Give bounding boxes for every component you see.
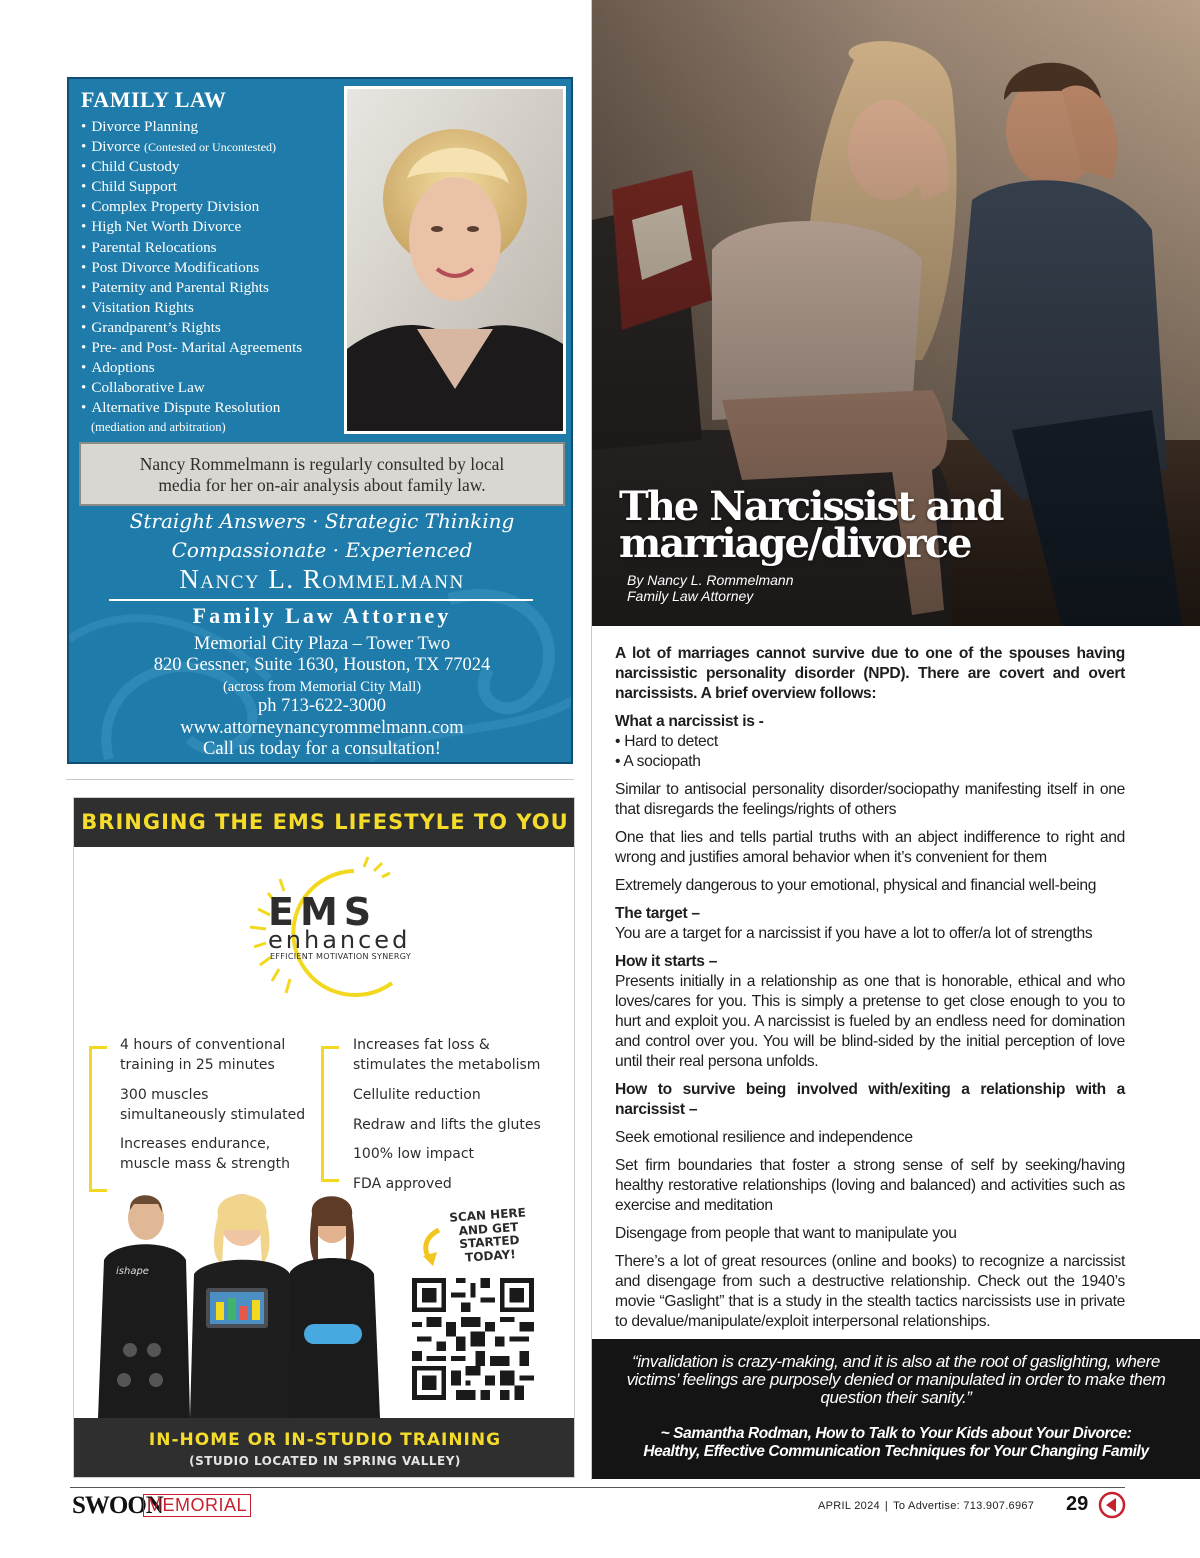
website-link[interactable]: www.attorneynancyrommelmann.com (180, 718, 464, 738)
footer-info (818, 1500, 1034, 1512)
service-item: • Grandparent’s Rights (81, 318, 302, 338)
advertise-info: To Advertise: 713.907.6967 (893, 1500, 1035, 1512)
portrait-image (347, 89, 563, 431)
service-item: • Divorce Planning (81, 117, 302, 137)
article-paragraph: Disengage from people that want to manipulate you (615, 1225, 957, 1242)
family-law-ad (67, 77, 573, 764)
call-to-action: Call us today for a consultation! (203, 739, 441, 759)
services-list (81, 117, 302, 436)
article-paragraph: Similar to antisocial personality disorder/sociopathy manifesting itself in one that disregards the feelings/rights of others (615, 781, 1125, 818)
service-item: • Paternity and Parental Rights (81, 278, 302, 298)
article-paragraph: There’s a lot of great resources (online and books) to recognize a narcissist and disengage from such a destructive relationship. Check out the 1940’s movie “Gaslight” that is a study in the stealth tactics narcissists use in private to devalue/manipulate/exploit interpersonal relationships. (615, 1253, 1125, 1330)
ems-ad (73, 797, 575, 1478)
article-byline: By Nancy L. Rommelmann Family Law Attorney (627, 572, 794, 604)
article-paragraph: One that lies and tells partial truths with an abject indifference to right and wrong and justifies amoral behavior when it’s convenient for them (615, 829, 1125, 866)
ems-footer-headline: IN-HOME OR IN-STUDIO TRAINING (148, 1430, 502, 1450)
article-paragraph: Seek emotional resilience and independence (615, 1129, 913, 1146)
office-name: Memorial City Plaza – Tower Two (193, 634, 451, 654)
bullet-item: • Hard to detect (615, 733, 718, 750)
pull-quote (592, 1339, 1200, 1479)
media-note-line: Nancy Rommelmann is regularly consulted by local (139, 454, 505, 474)
ad-divider (66, 779, 574, 780)
edition-badge: MEMORIAL (143, 1494, 251, 1517)
attorney-role: Family Law Attorney (192, 603, 452, 628)
benefit-item: Increases fat loss & stimulates the metabolism (353, 1037, 541, 1073)
issue-date: APRIL 2024 (818, 1500, 880, 1512)
footer-divider (70, 1487, 1125, 1488)
phone-number[interactable]: ph 713-622-3000 (258, 696, 386, 716)
page-arrow-icon[interactable] (1098, 1491, 1126, 1519)
tagline: Straight Answers · Strategic Thinking (129, 509, 515, 533)
ems-logo-text: EMS (268, 890, 378, 934)
curved-arrow-icon (419, 1228, 449, 1268)
article-paragraph: Presents initially in a relationship as one that is honorable, ethical and who loves/cares for you. This is simply a pretense to get close enough to you to hurt and exploit you. A narcissist is fueled by an endless need for domination and control over you. You will be blind-sided by the initial perception of love until their real persona unfolds. (615, 973, 1125, 1070)
benefit-item: Increases endurance, muscle mass & strength (120, 1136, 291, 1172)
footer-separator: | (884, 1500, 889, 1512)
ems-logo-tagline: EFFICIENT MOTIVATION SYNERGY (270, 952, 412, 961)
service-item: • Divorce (Contested or Uncontested) (81, 137, 302, 157)
section-heading: The target – (615, 905, 700, 922)
benefit-item: 300 muscles simultaneously stimulated (120, 1087, 306, 1123)
bullet-item: • A sociopath (615, 753, 701, 770)
address-note: (across from Memorial City Mall) (222, 679, 422, 695)
office-address: 820 Gessner, Suite 1630, Houston, TX 77024 (153, 655, 491, 675)
service-item: • Alternative Dispute Resolution (81, 398, 302, 418)
service-item: • High Net Worth Divorce (81, 217, 302, 237)
section-heading: What a narcissist is - (615, 713, 764, 730)
divider-line (109, 599, 533, 601)
service-item: • Child Support (81, 177, 302, 197)
benefit-item: Cellulite reduction (353, 1087, 481, 1103)
service-item: • Child Custody (81, 157, 302, 177)
service-item: • Complex Property Division (81, 197, 302, 217)
ems-footer-note: (STUDIO LOCATED IN SPRING VALLEY) (189, 1454, 461, 1468)
article-paragraph: Extremely dangerous to your emotional, physical and financial well-being (615, 877, 1097, 894)
quote-source: ~ Samantha Rodman, How to Talk to Your Kids about Your Divorce: Healthy, Effective Communication Techniques for Your Changing Family (643, 1425, 1149, 1460)
svg-text:ishape: ishape (116, 1266, 149, 1277)
article-title: The Narcissist and marriage/divorce (619, 483, 1003, 567)
service-item: • Adoptions (81, 358, 302, 378)
media-note-line: media for her on-air analysis about family law. (158, 475, 486, 495)
service-note: (mediation and arbitration) (91, 420, 226, 435)
bracket-icon (89, 1046, 107, 1192)
service-item: • Post Divorce Modifications (81, 258, 302, 278)
attorney-portrait (344, 86, 566, 434)
service-item: • Parental Relocations (81, 238, 302, 258)
service-item: • Visitation Rights (81, 298, 302, 318)
service-item: • Collaborative Law (81, 378, 302, 398)
scan-callout: SCAN HERE AND GET STARTED TODAY! (448, 1205, 527, 1265)
article-hero (592, 0, 1200, 626)
attorney-name: Nancy L. Rommelmann (179, 564, 465, 594)
article-paragraph: Set firm boundaries that foster a strong sense of self by seeking/having healthy restorative relationships (loving and balanced) and activities such as exercise and meditation (615, 1157, 1125, 1214)
article-lead: A lot of marriages cannot survive due to one of the spouses having narcissistic personality disorder (NPD). There are covert and overt narcissists. A brief overview follows: (615, 645, 1125, 702)
benefit-item: 100% low impact (353, 1146, 475, 1162)
magazine-logo: SWOON (72, 1492, 163, 1519)
section-heading: How to survive being involved with/exiting a relationship with a narcissist – (615, 1081, 1125, 1118)
qr-code-icon[interactable] (412, 1278, 534, 1400)
article-paragraph: You are a target for a narcissist if you have a lot to offer/a lot of strengths (615, 925, 1093, 942)
trainers-photo (94, 1190, 394, 1418)
tagline: Compassionate · Experienced (171, 538, 473, 562)
bracket-icon (321, 1046, 339, 1182)
ems-logo-subtext: enhanced (268, 926, 411, 954)
benefit-item: 4 hours of conventional training in 25 minutes (120, 1037, 286, 1073)
article-body (615, 644, 1125, 1340)
service-item: • Pre- and Post- Marital Agreements (81, 338, 302, 358)
ems-footer (74, 1418, 575, 1478)
section-heading: How it starts – (615, 953, 718, 970)
benefit-item: Redraw and lifts the glutes (353, 1117, 541, 1133)
ems-header: BRINGING THE EMS LIFESTYLE TO YOU (74, 798, 575, 847)
benefit-item: FDA approved (353, 1176, 452, 1192)
ad-title: FAMILY LAW (81, 87, 227, 112)
page-number: 29 (1066, 1493, 1089, 1515)
quote-text: “invalidation is crazy-making, and it is also at the root of gaslighting, where victims’ feelings are purposely denied or manipulated in order to make them question their sanity.” (626, 1352, 1166, 1407)
media-note-box (79, 442, 565, 506)
